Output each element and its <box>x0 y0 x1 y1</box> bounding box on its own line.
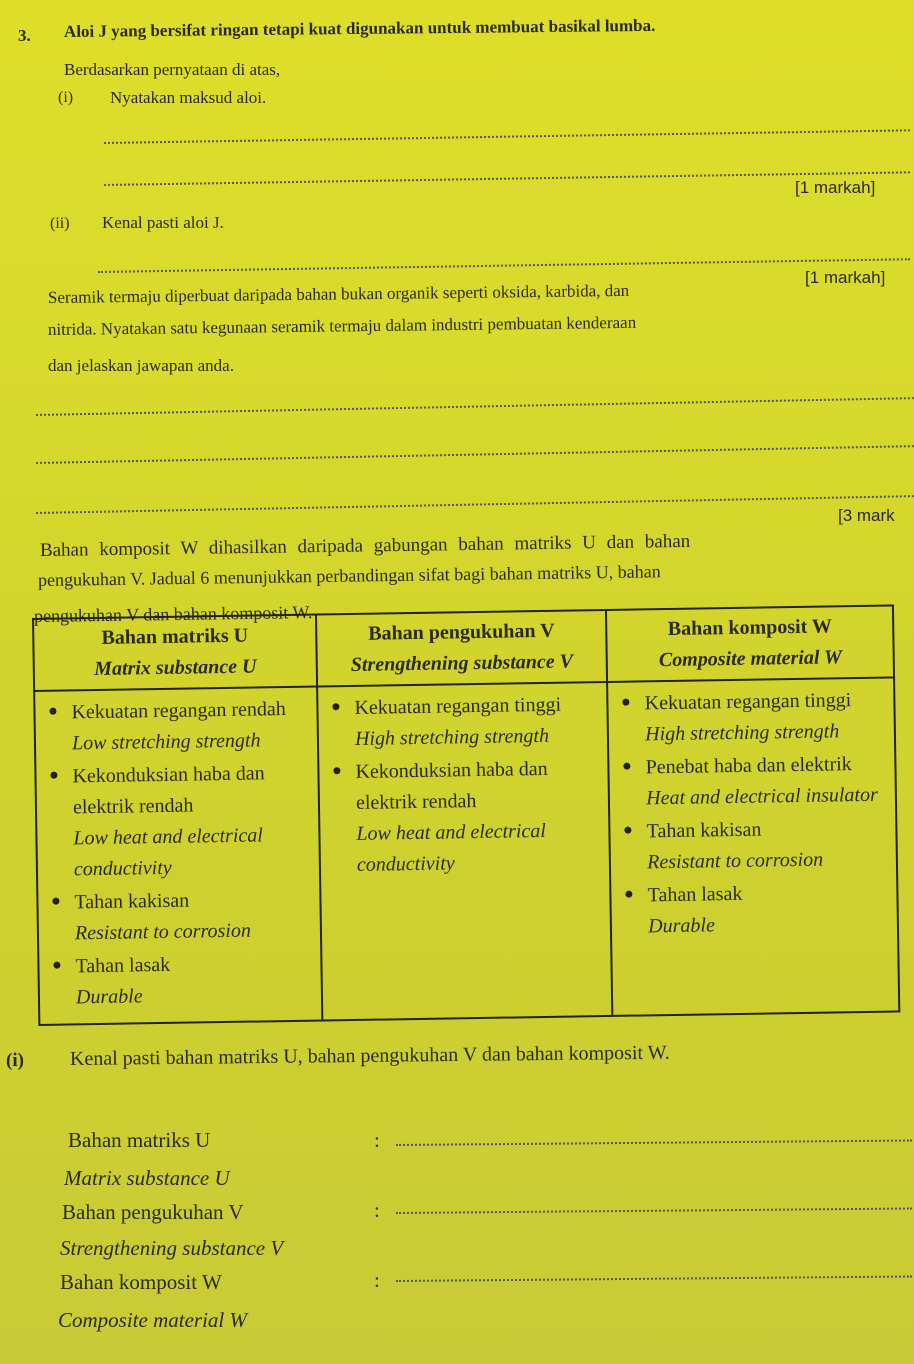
colon: : <box>374 1268 380 1292</box>
property-ms: Kekuatan regangan rendah <box>71 698 286 724</box>
header-strengthening <box>316 610 607 687</box>
header-composite <box>606 605 894 681</box>
property-ms: Tahan kakisan <box>74 889 190 914</box>
answer-label-en: Strengthening substance V <box>60 1236 284 1260</box>
list-item <box>46 758 309 886</box>
list-item <box>329 753 599 881</box>
part-label: (i) <box>6 1050 24 1071</box>
marks-label: [1 markah] <box>795 178 876 197</box>
table-header-row <box>33 605 894 690</box>
bullet-icon <box>52 898 59 905</box>
answer-line[interactable] <box>396 1275 912 1282</box>
property-en: Heat and electrical insulator <box>646 783 878 810</box>
colon: : <box>374 1128 380 1152</box>
part-i-label: (i) <box>58 89 74 106</box>
marks-label: [3 mark <box>838 506 895 525</box>
property-ms: Kekonduksian haba dan elektrik rendah <box>355 757 548 814</box>
property-en: Resistant to corrosion <box>647 848 824 874</box>
marks-label: [1 markah] <box>805 268 886 287</box>
answer-line[interactable] <box>36 397 914 416</box>
composite-properties-cell <box>607 677 899 1015</box>
property-en: Low stretching strength <box>71 729 261 755</box>
header-matrix <box>33 615 317 691</box>
bullet-icon <box>625 827 632 834</box>
answer-line[interactable] <box>104 129 910 144</box>
bullet-icon <box>53 962 60 969</box>
property-ms: Tahan kakisan <box>646 818 762 843</box>
strengthening-properties-cell <box>317 682 612 1021</box>
answer-line[interactable] <box>98 258 910 273</box>
list-item <box>49 948 311 1014</box>
list-item <box>618 685 884 751</box>
bullet-icon <box>49 708 56 715</box>
answer-label-en: Matrix substance U <box>64 1166 230 1190</box>
bullet-icon <box>50 772 57 779</box>
answer-line[interactable] <box>396 1207 912 1214</box>
property-ms: Kekonduksian haba dan elektrik rendah <box>72 762 265 819</box>
part-ii-text: Kenal pasti aloi J. <box>102 213 224 232</box>
list-item <box>620 813 886 879</box>
bullet-icon <box>624 763 631 770</box>
list-item <box>619 749 885 815</box>
property-en: High stretching strength <box>354 724 550 750</box>
ceramic-line-2: nitrida. Nyatakan satu kegunaan seramik termaju dalam industri pembuatan kenderaan <box>47 312 637 339</box>
question-stem: Aloi J yang bersifat ringan tetapi kuat digunakan untuk membuat basikal lumba. <box>63 15 656 41</box>
bullet-icon <box>623 699 630 706</box>
composite-line-1: Bahan komposit W dihasilkan daripada gabungan bahan matriks U dan bahan <box>39 530 691 561</box>
property-ms: Tahan lasak <box>647 882 743 907</box>
list-item <box>328 689 597 755</box>
header-ms: Bahan komposit W <box>667 615 833 641</box>
header-en: Strengthening substance V <box>350 650 574 676</box>
property-ms: Tahan lasak <box>75 953 171 978</box>
table-row <box>34 677 899 1024</box>
question-number: 3. <box>18 26 31 45</box>
property-ms: Penebat haba dan elektrik <box>645 753 852 779</box>
property-ms: Kekuatan regangan tinggi <box>354 693 562 719</box>
header-en: Composite material W <box>658 646 843 672</box>
ceramic-line-3: dan jelaskan jawapan anda. <box>48 356 234 375</box>
property-en: High stretching strength <box>645 720 840 746</box>
answer-line[interactable] <box>396 1139 912 1146</box>
property-en: Durable <box>648 914 716 938</box>
list-item <box>45 694 307 760</box>
list-item <box>48 884 310 950</box>
answer-line[interactable] <box>36 495 914 514</box>
property-en: Durable <box>75 985 143 1009</box>
question-intro: Berdasarkan pernyataan di atas, <box>64 60 281 79</box>
property-en: Resistant to corrosion <box>74 919 252 945</box>
composite-line-3: pengukuhan V dan bahan komposit W. <box>33 602 313 626</box>
answer-line[interactable] <box>36 445 914 464</box>
part-i-text: Nyatakan maksud aloi. <box>110 88 267 107</box>
property-en: Low heat and electrical conductivity <box>356 819 547 876</box>
composite-line-2: pengukuhan V. Jadual 6 menunjukkan perbandingan sifat bagi bahan matriks U, bahan <box>37 561 661 590</box>
header-ms: Bahan matriks U <box>101 624 249 649</box>
answer-label-ms: Bahan pengukuhan V <box>62 1200 244 1224</box>
header-en: Matrix substance U <box>94 655 257 681</box>
bullet-icon <box>332 703 339 710</box>
answer-label-ms: Bahan komposit W <box>60 1270 222 1294</box>
part-text: Kenal pasti bahan matriks U, bahan pengukuhan V dan bahan komposit W. <box>69 1041 670 1070</box>
bullet-icon <box>333 767 340 774</box>
part-ii-label: (ii) <box>50 215 70 232</box>
bullet-icon <box>626 891 633 898</box>
list-item <box>621 877 887 943</box>
comparison-table <box>32 604 900 1025</box>
property-en: Low heat and electrical conductivity <box>73 824 264 881</box>
answer-line[interactable] <box>104 171 910 186</box>
colon: : <box>374 1198 380 1222</box>
property-ms: Kekuatan regangan tinggi <box>644 689 852 715</box>
answer-label-ms: Bahan matriks U <box>68 1128 211 1152</box>
answer-label-en: Composite material W <box>58 1308 247 1332</box>
header-ms: Bahan pengukuhan V <box>368 619 555 645</box>
matrix-properties-cell <box>34 687 322 1025</box>
ceramic-line-1: Seramik termaju diperbuat daripada bahan bukan organik seperti oksida, karbida, dan <box>47 280 630 307</box>
